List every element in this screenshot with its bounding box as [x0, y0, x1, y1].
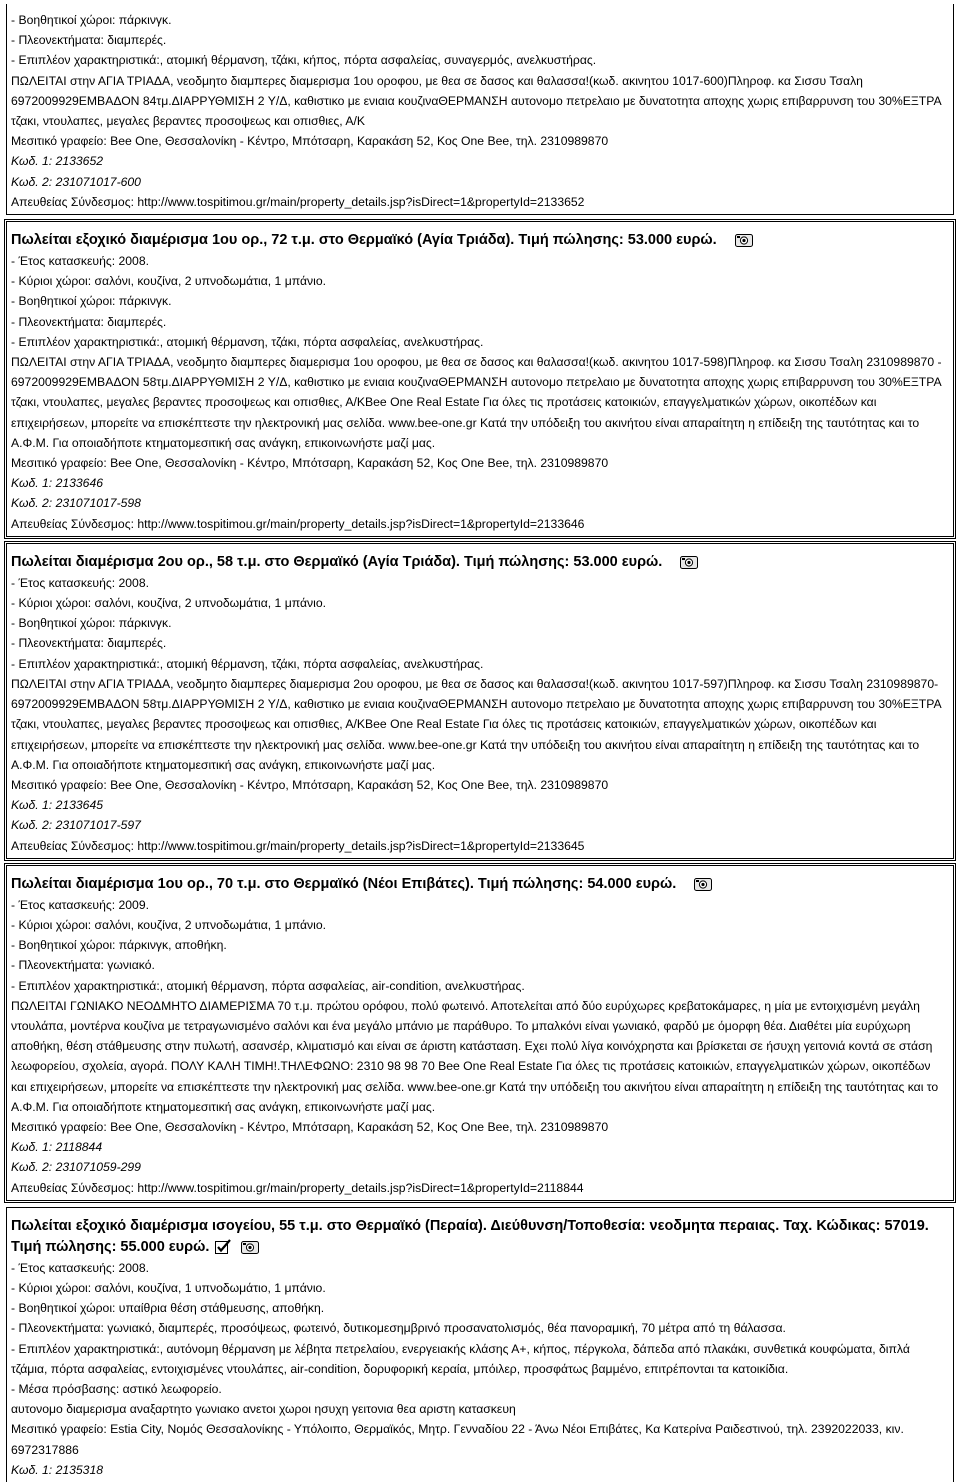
- direct-link[interactable]: [11, 192, 949, 212]
- listing-title: [11, 1216, 949, 1258]
- direct-link[interactable]: [11, 514, 949, 534]
- extra-features: - Επιπλέον χαρακτηριστικά:, ατομική θέρμανση, τζάκι, πόρτα ασφαλείας, ανελκυστήρας.: [11, 656, 484, 671]
- extra-features: - Επιπλέον χαρακτηριστικά:, αυτόνομη θέρμανση με λέβητα πετρελαίου, ενεργειακής κλάσης Α+, κήπος, πέργκολα, δάπεδα από πλακάκι, συνθετικά κουφώματα, διπλά τζάμια, πόρτα ασφαλείας, εντοιχισμένες ντουλάπες, air-condition, δορυφορική κεραία, μπόιλερ, προσφάτως βαμμένο, επιτρέπονται τα κατοικίδια.: [11, 1341, 910, 1376]
- listing-title-text: Πωλείται διαμέρισμα 1ου ορ., 70 τ.μ. στο Θερμαϊκό (Νέοι Επιβάτες). Τιμή πώλησης: 54.000 ευρώ.: [11, 875, 677, 892]
- code-1: Κωδ. 1: 2118844: [11, 1140, 103, 1155]
- listing-title-text: Πωλείται εξοχικό διαμέρισμα 1ου ορ., 72 τ.μ. στο Θερμαϊκό (Αγία Τριάδα). Τιμή πώλησης: 53.000 ευρώ.: [11, 232, 717, 249]
- code-2: Κωδ. 2: 231071059-299: [11, 1160, 141, 1175]
- auxiliary-spaces: - Βοηθητικοί χώροι: πάρκινγκ.: [11, 13, 172, 27]
- year-built: - Έτος κατασκευής: 2009.: [11, 897, 149, 912]
- direct-link-text[interactable]: Απευθείας Σύνδεσμος: http://www.tospitimou.gr/main/property_details.jsp?isDirect=1&propertyId=2133652: [11, 194, 585, 209]
- direct-link-text[interactable]: Απευθείας Σύνδεσμος: http://www.tospitimou.gr/main/property_details.jsp?isDirect=1&propertyId=2133645: [11, 838, 585, 853]
- listing-1: [6, 4, 954, 215]
- advantages: - Πλεονεκτήματα: γωνιακό.: [11, 958, 155, 973]
- code-2: Κωδ. 2: 231071017-598: [11, 496, 141, 511]
- listing-5: [6, 1207, 954, 1482]
- listing-3: [6, 543, 954, 859]
- main-spaces: - Κύριοι χώροι: σαλόνι, κουζίνα, 2 υπνοδωμάτια, 1 μπάνιο.: [11, 917, 326, 932]
- description: ΠΩΛΕΙΤΑΙ στην ΑΓΙΑ ΤΡΙΑΔΑ, νεοδμητο διαμπερες διαμερισμα 2ου οροφου, με θεα σε δασος και θαλασσα!(κωδ. ακινητου 1017-597)Πληροφ. κα Σισσυ Τσαλη 2310989870-6972009929ΕΜΒΑΔΟΝ 58τμ.ΔΙΑΡΡΥΘΜΙΣΗ 2 Υ/Δ, καθιστικο με ενιαια κουζιναΘΕΡΜΑΝΣΗ αυτονομο πετρελαιο με δυνατοτητα αποχης χωρις επιβαρρυνση του 30%ΕΞΤΡΑ τζακι, ντουλαπες, μεγαλες βεραντες προσοψεως και οπισθιες, Α/ΚBee One Real Estate Για όλες τις προτάσεις κατοικιών, επαγγελματικών χώρων, οικοπέδων και επιχειρήσεων, μπορείτε να επισκέπτεστε την ηλεκτρονική μας σελίδα. www.bee-one.gr Κατά την υπόδειξη του ακινήτου είναι απαραίτητη η επίδειξη της ταυτότητας και το Α.Φ.Μ. Για οποιαδήποτε κτηματομεσιτική σας ανάγκη, επικοινωνήστε μαζί μας.: [11, 676, 941, 772]
- direct-link[interactable]: [11, 1178, 949, 1198]
- extra-features: - Επιπλέον χαρακτηριστικά:, ατομική θέρμανση, τζάκι, κήπος, πόρτα ασφαλείας, συναγερμός, ανελκυστήρας.: [11, 53, 597, 68]
- code-1: Κωδ. 1: 2133645: [11, 798, 104, 813]
- code-1: Κωδ. 1: 2135318: [11, 1462, 104, 1477]
- agency: Μεσιτικό γραφείο: Bee One, Θεσσαλονίκη - Κέντρο, Μπότσαρη, Καρακάση 52, Κος One Bee, τηλ. 2310989870: [11, 456, 609, 471]
- advantages: - Πλεονεκτήματα: διαμπερές.: [11, 314, 167, 329]
- auxiliary-spaces: - Βοηθητικοί χώροι: πάρκινγκ.: [11, 294, 172, 309]
- photo-icon[interactable]: [680, 555, 698, 569]
- advantages: - Πλεονεκτήματα: διαμπερές.: [11, 33, 167, 48]
- photo-icon[interactable]: [694, 877, 712, 891]
- description: αυτονομο διαμερισμα αναξαρτητο γωνιακο ανετοι χωροι ησυχη γειτονια θεα αριστη κατασκευη: [11, 1402, 516, 1417]
- main-spaces: - Κύριοι χώροι: σαλόνι, κουζίνα, 1 υπνοδωμάτιο, 1 μπάνιο.: [11, 1280, 326, 1295]
- code-1: Κωδ. 1: 2133652: [11, 154, 104, 169]
- extra-features: - Επιπλέον χαρακτηριστικά:, ατομική θέρμανση, τζάκι, πόρτα ασφαλείας, ανελκυστήρας.: [11, 334, 484, 349]
- listing-title-text: Πωλείται διαμέρισμα 2ου ορ., 58 τ.μ. στο Θερμαϊκό (Αγία Τριάδα). Τιμή πώλησης: 53.000 ευρώ.: [11, 553, 663, 570]
- advantages: - Πλεονεκτήματα: γωνιακό, διαμπερές, προσόψεως, φωτεινό, δυτικομεσημβρινό προσανατολισμός, θέα πανοραμική, 70 μέτρα από τη θάλασσα.: [11, 1321, 786, 1336]
- agency: Μεσιτικό γραφείο: Estia City, Νομός Θεσσαλονίκης - Υπόλοιπο, Θερμαϊκός, Μητρ. Γενναδίου 22 - Άνω Νέοι Επιβάτες, Κα Κατερίνα Ραιδεστινού, τηλ. 2392022033, κιν. 6972317886: [11, 1422, 904, 1457]
- direct-link-text[interactable]: Απευθείας Σύνδεσμος: http://www.tospitimou.gr/main/property_details.jsp?isDirect=1&propertyId=2133646: [11, 516, 585, 531]
- listing-title: [11, 552, 949, 573]
- description: ΠΩΛΕΙΤΑΙ στην ΑΓΙΑ ΤΡΙΑΔΑ, νεοδμητο διαμπερες διαμερισμα 1ου οροφου, με θεα σε δασος και θαλασσα!(κωδ. ακινητου 1017-598)Πληροφ. κα Σισσυ Τσαλη 2310989870 - 6972009929ΕΜΒΑΔΟΝ 58τμ.ΔΙΑΡΡΥΘΜΙΣΗ 2 Υ/Δ, καθιστικο με ενιαια κουζιναΘΕΡΜΑΝΣΗ αυτονομο πετρελαιο με δυνατοτητα αποχης χωρις επιβαρρυνση του 30%ΕΞΤΡΑ τζακι, ντουλαπες, μεγαλες βεραντες προσοψεως και οπισθιες, Α/ΚBee One Real Estate Για όλες τις προτάσεις κατοικιών, επαγγελματικών χώρων, οικοπέδων και επιχειρήσεων, μπορείτε να επισκέπτεστε την ηλεκτρονική μας σελίδα. www.bee-one.gr Κατά την υπόδειξη του ακινήτου είναι απαραίτητη η επίδειξη της ταυτότητας και το Α.Φ.Μ. Για οποιαδήποτε κτηματομεσιτική σας ανάγκη, επικοινωνήστε μαζί μας.: [11, 355, 942, 450]
- photo-icon[interactable]: [241, 1240, 259, 1254]
- main-spaces: - Κύριοι χώροι: σαλόνι, κουζίνα, 2 υπνοδωμάτια, 1 μπάνιο.: [11, 274, 326, 289]
- extra-features: - Επιπλέον χαρακτηριστικά:, ατομική θέρμανση, πόρτα ασφαλείας, air-condition, ανελκυστήρας.: [11, 978, 525, 993]
- agency: Μεσιτικό γραφείο: Bee One, Θεσσαλονίκη - Κέντρο, Μπότσαρη, Καρακάση 52, Κος One Bee, τηλ. 2310989870: [11, 1119, 609, 1134]
- listing-title: [11, 230, 949, 251]
- agency: Μεσιτικό γραφείο: Bee One, Θεσσαλονίκη - Κέντρο, Μπότσαρη, Καρακάση 52, Κος One Bee, τηλ. 2310989870: [11, 777, 609, 792]
- photo-icon[interactable]: [735, 233, 753, 247]
- direct-link[interactable]: [11, 836, 949, 856]
- listing-4: [6, 865, 954, 1201]
- direct-link-text[interactable]: Απευθείας Σύνδεσμος: http://www.tospitimou.gr/main/property_details.jsp?isDirect=1&propertyId=2118844: [11, 1180, 584, 1195]
- listing-title: [11, 874, 949, 895]
- auxiliary-spaces: - Βοηθητικοί χώροι: υπαίθρια θέση στάθμευσης, αποθήκη.: [11, 1301, 325, 1316]
- year-built: - Έτος κατασκευής: 2008.: [11, 1260, 149, 1275]
- agency: Μεσιτικό γραφείο: Bee One, Θεσσαλονίκη - Κέντρο, Μπότσαρη, Καρακάση 52, Κος One Bee, τηλ. 2310989870: [11, 134, 609, 149]
- description: ΠΩΛΕΙΤΑΙ στην ΑΓΙΑ ΤΡΙΑΔΑ, νεοδμητο διαμπερες διαμερισμα 1ου οροφου, με θεα σε δασος και θαλασσα!(κωδ. ακινητου 1017-600)Πληροφ. κα Σισσυ Τσαλη 6972009929ΕΜΒΑΔΟΝ 84τμ.ΔΙΑΡΡΥΘΜΙΣΗ 2 Υ/Δ, καθιστικο με ενιαια κουζιναΘΕΡΜΑΝΣΗ αυτονομο πετρελαιο με δυνατοτητα αποχης χωρις επιβαρρυνση του 30%ΕΞΤΡΑ τζακι, ντουλαπες, μεγαλες βεραντες προσοψεως και οπισθιες, Α/Κ: [11, 73, 941, 129]
- year-built: - Έτος κατασκευής: 2008.: [11, 575, 149, 590]
- code-2: Κωδ. 2: 231071017-597: [11, 818, 141, 833]
- checkbox-checked-icon: [215, 1239, 231, 1254]
- year-built: - Έτος κατασκευής: 2008.: [11, 254, 149, 269]
- code-1: Κωδ. 1: 2133646: [11, 476, 104, 491]
- listing-title-text: Πωλείται εξοχικό διαμέρισμα ισογείου, 55 τ.μ. στο Θερμαϊκό (Περαία). Διεύθυνση/Τοποθεσία: νεοδμητα περαιας. Ταχ. Κώδικας: 57019. Τιμή πώλησης: 55.000 ευρώ.: [11, 1217, 929, 1255]
- access: - Μέσα πρόσβασης: αστικό λεωφορείο.: [11, 1381, 222, 1396]
- advantages: - Πλεονεκτήματα: διαμπερές.: [11, 636, 167, 651]
- main-spaces: - Κύριοι χώροι: σαλόνι, κουζίνα, 2 υπνοδωμάτια, 1 μπάνιο.: [11, 596, 326, 611]
- code-2: Κωδ. 2: 231071017-600: [11, 174, 141, 189]
- listing-2: [6, 221, 954, 537]
- auxiliary-spaces: - Βοηθητικοί χώροι: πάρκινγκ.: [11, 616, 172, 631]
- auxiliary-spaces: - Βοηθητικοί χώροι: πάρκινγκ, αποθήκη.: [11, 938, 227, 953]
- description: ΠΩΛΕΙΤΑΙ ΓΩΝΙΑΚΟ ΝΕΟΔΜΗΤΟ ΔΙΑΜΕΡΙΣΜΑ 70 τ.μ. πρώτου ορόφου, πολύ φωτεινό. Αποτελείται από δύο ευρύχωρες κρεβατοκάμαρες, η μία με εντοιχισμένη μεγάλη ντουλάπα, μοντέρνα κουζίνα με τετραγωνισμένο σαλόνι και ένα μεγάλο μπάνιο με παράθυρο. Το μπαλκόνι είναι γωνιακό, φαρδύ με όμορφη θέα. Διαθέτει μία ευρύχωρη αποθήκη, θέση στάθμευσης στην πυλωτή, ασανσέρ, κλιματισμό και είναι σε άριστη κατάσταση. Εχει πολύ λίγα κοινόχρηστα και βρίσκεται σε ήσυχη γειτονιά κοντά σε στάση λεωφορείου, σχολεία, αγορά. ΠΟΛΥ ΚΑΛΗ ΤΙΜΗ!.ΤΗΛΕΦΩΝΟ: 2310 98 98 70 Bee One Real Estate Για όλες τις προτάσεις κατοικιών, επαγγελματικών χώρων, οικοπέδων και επιχειρήσεων, μπορείτε να επισκέπτεστε την ηλεκτρονική μας σελίδα. www.bee-one.gr Κατά την υπόδειξη του ακινήτου είναι απαραίτητη η επίδειξη της ταυτότητας και το Α.Φ.Μ. Για οποιαδήποτε κτηματομεσιτική σας ανάγκη, επικοινωνήστε μαζί μας.: [11, 998, 939, 1114]
